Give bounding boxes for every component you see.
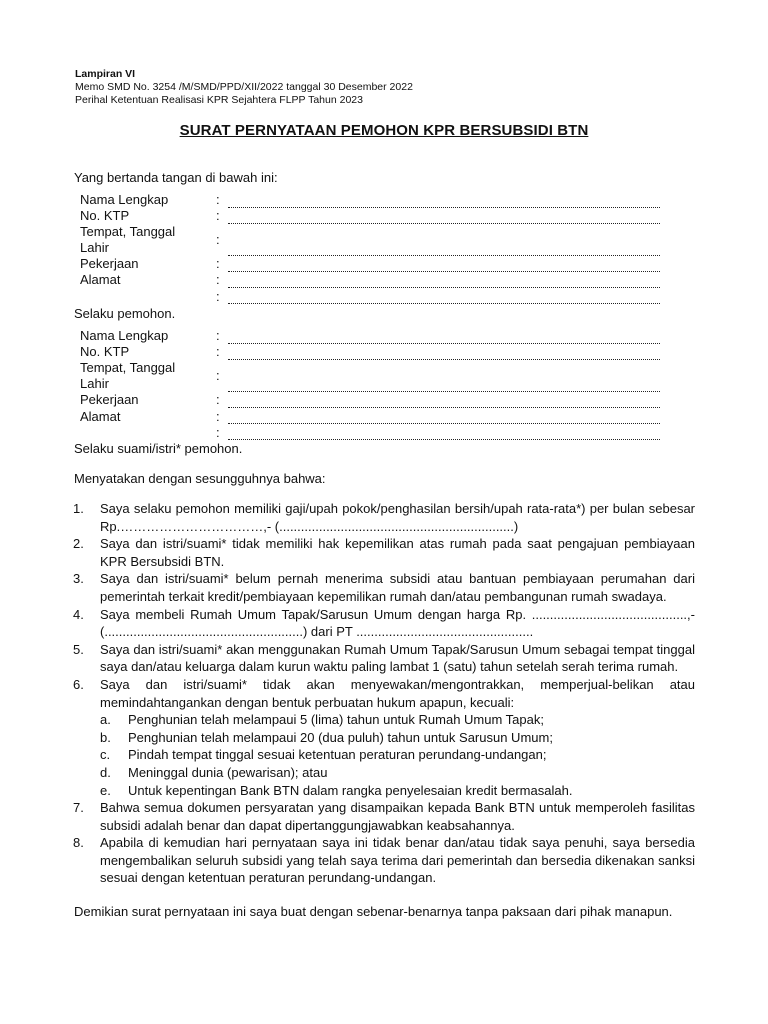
sub-item-text: Penghunian telah melampaui 20 (dua puluh) tahun untuk Sarusun Umum; (128, 729, 553, 745)
birth-label-line1: Tempat, Tanggal (80, 360, 176, 375)
sub-item-text: Untuk kepentingan Bank BTN dalam rangka penyelesaian kredit bermasalah. (128, 782, 573, 798)
sub-item-letter: c. (100, 747, 111, 763)
birth-label-line2: Lahir (80, 376, 109, 391)
spouse-name-line[interactable] (228, 343, 660, 344)
sub-item-letter: e. (100, 782, 111, 798)
item-number: 5. (73, 641, 84, 657)
colon: : (216, 232, 220, 247)
list-item (73, 641, 695, 676)
spouse-birth-line[interactable] (228, 391, 660, 392)
item-number: 2. (73, 536, 84, 552)
applicant-address-label: Alamat (80, 272, 121, 287)
spouse-address-line-1[interactable] (228, 423, 660, 424)
colon: : (216, 289, 220, 304)
applicant-birth-line[interactable] (228, 255, 660, 256)
list-item (73, 535, 695, 570)
sub-item-text: Penghunian telah melampaui 5 (lima) tahun untuk Rumah Umum Tapak; (128, 712, 544, 728)
spouse-job-line[interactable] (228, 407, 660, 408)
declaration-intro: Menyatakan dengan sesungguhnya bahwa: (74, 471, 326, 486)
colon: : (216, 344, 220, 359)
applicant-address-line-2[interactable] (228, 303, 660, 304)
spouse-address-label: Alamat (80, 409, 121, 424)
item-number: 3. (73, 571, 84, 587)
applicant-ktp-line[interactable] (228, 223, 660, 224)
applicant-ktp-label: No. KTP (80, 208, 130, 223)
list-item (73, 500, 695, 535)
colon: : (216, 208, 220, 223)
intro-text: Yang bertanda tangan di bawah ini: (74, 170, 278, 185)
colon: : (216, 425, 220, 440)
applicant-address-line-1[interactable] (228, 287, 660, 288)
document-header (75, 68, 413, 107)
colon: : (216, 256, 220, 271)
item-number: 6. (73, 676, 84, 692)
list-item (73, 676, 695, 711)
sub-list-item (73, 729, 695, 747)
sub-list-item (73, 764, 695, 782)
item-text: Bahwa semua dokumen persyaratan yang disampaikan kepada Bank BTN untuk memperoleh fasilitas subsidi adalah benar dan dapat dipertanggungjawabkan keabsahannya. (100, 800, 695, 833)
colon: : (216, 272, 220, 287)
sub-list-item (73, 782, 695, 800)
spouse-name-label: Nama Lengkap (80, 328, 169, 343)
declaration-list (73, 500, 695, 887)
item-text: Apabila di kemudian hari pernyataan saya ini tidak benar dan/atau tidak saya penuhi, saya bersedia mengembalikan seluruh subsidi yang telah saya terima dari pemerintah dan bersedia dikenakan sanksi sesuai dengan ketentuan peraturan perundang-undangan. (100, 835, 695, 886)
role-applicant: Selaku pemohon. (74, 306, 176, 321)
spouse-birth-label (80, 360, 175, 392)
sub-item-letter: d. (100, 764, 111, 780)
birth-label-line1: Tempat, Tanggal (80, 224, 176, 239)
spouse-ktp-line[interactable] (228, 359, 660, 360)
applicant-name-line[interactable] (228, 207, 660, 208)
colon: : (216, 392, 220, 407)
item-text: Saya dan istri/suami* tidak memiliki hak kepemilikan atas rumah pada saat pengajuan pembiayaan KPR Bersubsidi BTN. (100, 536, 695, 569)
sub-item-letter: a. (100, 712, 111, 728)
sub-item-text: Pindah tempat tinggal sesuai ketentuan peraturan perundang-undangan; (128, 747, 547, 763)
colon: : (216, 409, 220, 424)
applicant-name-label: Nama Lengkap (80, 192, 169, 207)
item-number: 4. (73, 606, 84, 622)
sub-item-text: Meninggal dunia (pewarisan); atau (128, 764, 328, 780)
document-title: SURAT PERNYATAAN PEMOHON KPR BERSUBSIDI BTN (179, 122, 589, 139)
colon: : (216, 368, 220, 383)
applicant-birth-label (80, 224, 175, 256)
item-text: Saya membeli Rumah Umum Tapak/Sarusun Umum dengan harga Rp. ...........................................,- (.......................................................) dari PT ................................................. (100, 606, 695, 640)
sub-list-item (73, 711, 695, 729)
attachment-label: Lampiran VI (75, 68, 136, 80)
item-text: Saya dan istri/suami* tidak akan menyewakan/mengontrakkan, memperjual-belikan atau memindahtangankan dengan bentuk perbuatan hukum apapun, kecuali: (100, 676, 695, 710)
spouse-address-line-2[interactable] (228, 439, 660, 440)
spouse-job-label: Pekerjaan (80, 392, 139, 407)
sub-item-letter: b. (100, 729, 111, 745)
memo-reference: Memo SMD No. 3254 /M/SMD/PPD/XII/2022 tanggal 30 Desember 2022 (75, 81, 413, 93)
item-number: 8. (73, 835, 84, 851)
list-item (73, 570, 695, 605)
sub-list-item (73, 746, 695, 764)
applicant-job-label: Pekerjaan (80, 256, 139, 271)
applicant-job-line[interactable] (228, 271, 660, 272)
item-text: Saya selaku pemohon memiliki gaji/upah pokok/penghasilan bersih/upah rata-rata*) per bulan sebesar Rp.……………………………,- (.................................................................) (100, 501, 695, 534)
item-number: 7. (73, 800, 84, 816)
birth-label-line2: Lahir (80, 240, 109, 255)
memo-subject: Perihal Ketentuan Realisasi KPR Sejahtera FLPP Tahun 2023 (75, 94, 363, 106)
list-item (73, 606, 695, 641)
closing-statement: Demikian surat pernyataan ini saya buat dengan sebenar-benarnya tanpa paksaan dari pihak manapun. (74, 904, 673, 919)
list-item (73, 799, 695, 834)
role-spouse: Selaku suami/istri* pemohon. (74, 441, 243, 456)
item-text: Saya dan istri/suami* akan menggunakan Rumah Umum Tapak/Sarusun Umum sebagai tempat tinggal saya dan/atau keluarga dalam kurun waktu paling lambat 1 (satu) tahun setelah serah terima rumah. (100, 641, 695, 675)
list-item (73, 834, 695, 887)
item-number: 1. (73, 501, 84, 516)
spouse-ktp-label: No. KTP (80, 344, 130, 359)
item-text: Saya dan istri/suami* belum pernah menerima subsidi atau bantuan pembiayaan perumahan dari pemerintah terkait kredit/pembiayaan kepemilikan rumah dan/atau pembangunan rumah swadaya. (100, 571, 695, 604)
colon: : (216, 192, 220, 207)
colon: : (216, 328, 220, 343)
